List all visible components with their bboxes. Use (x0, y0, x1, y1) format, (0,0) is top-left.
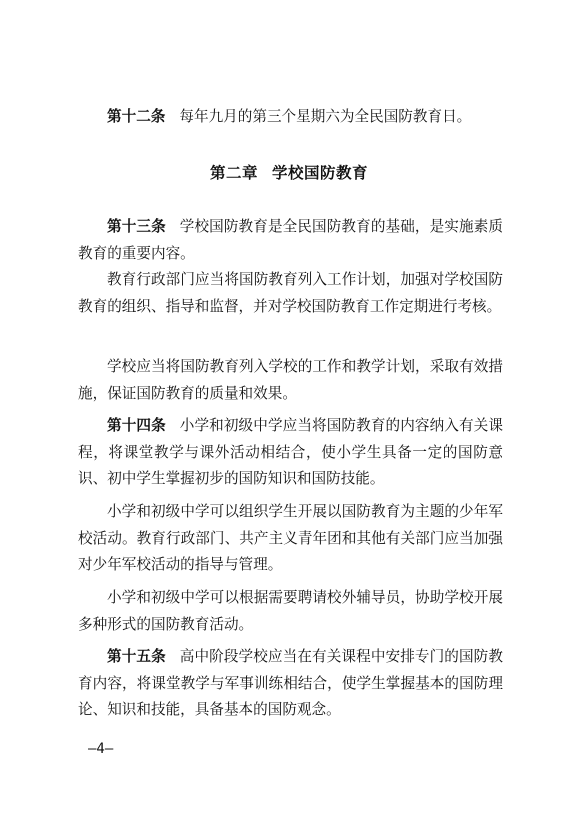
article-text: 每年九月的第三个星期六为全民国防教育日。 (179, 108, 472, 125)
article-12 (78, 104, 503, 131)
article-text: 高中阶段学校应当在有关课程中安排专门的国防教育内容，将课堂教学与军事训练相结合，使学生掌握基本的国防理论、知识和技能，具备基本的国防观念。 (78, 648, 503, 718)
article-14-paragraph-1 (78, 413, 503, 493)
article-label: 第十四条 (107, 417, 166, 434)
article-text: 学校应当将国防教育列入学校的工作和教学计划，采取有效措施，保证国防教育的质量和效果。 (78, 358, 503, 402)
page-number: —4— (88, 741, 114, 757)
article-text: 小学和初级中学可以组织学生开展以国防教育为主题的少年军校活动。教育行政部门、共产主义青年团和其他有关部门应当加强对少年军校活动的指导与管理。 (78, 503, 503, 573)
article-15-paragraph-1 (78, 644, 503, 724)
article-13-paragraph-3 (78, 354, 503, 407)
article-text: 学校国防教育是全民国防教育的基础，是实施素质教育的重要内容。 (78, 218, 503, 262)
article-label: 第十三条 (107, 218, 166, 235)
article-label: 第十二条 (107, 108, 166, 125)
article-14-paragraph-2 (78, 499, 503, 579)
article-label: 第十五条 (107, 648, 166, 665)
article-text: 小学和初级中学应当将国防教育的内容纳入有关课程，将课堂教学与课外活动相结合，使小学生具备一定的国防意识、初中学生掌握初步的国防知识和国防技能。 (78, 417, 503, 487)
chapter-title: 学校国防教育 (272, 163, 369, 182)
article-text: 小学和初级中学可以根据需要聘请校外辅导员，协助学校开展多种形式的国防教育活动。 (78, 589, 503, 633)
chapter-heading (0, 161, 578, 183)
article-14-paragraph-3 (78, 585, 503, 638)
article-13-paragraph-1 (78, 214, 503, 267)
article-13-paragraph-2 (78, 267, 503, 320)
article-text: 教育行政部门应当将国防教育列入工作计划，加强对学校国防教育的组织、指导和监督，并对学校国防教育工作定期进行考核。 (78, 271, 503, 315)
chapter-number: 第二章 (209, 163, 258, 182)
